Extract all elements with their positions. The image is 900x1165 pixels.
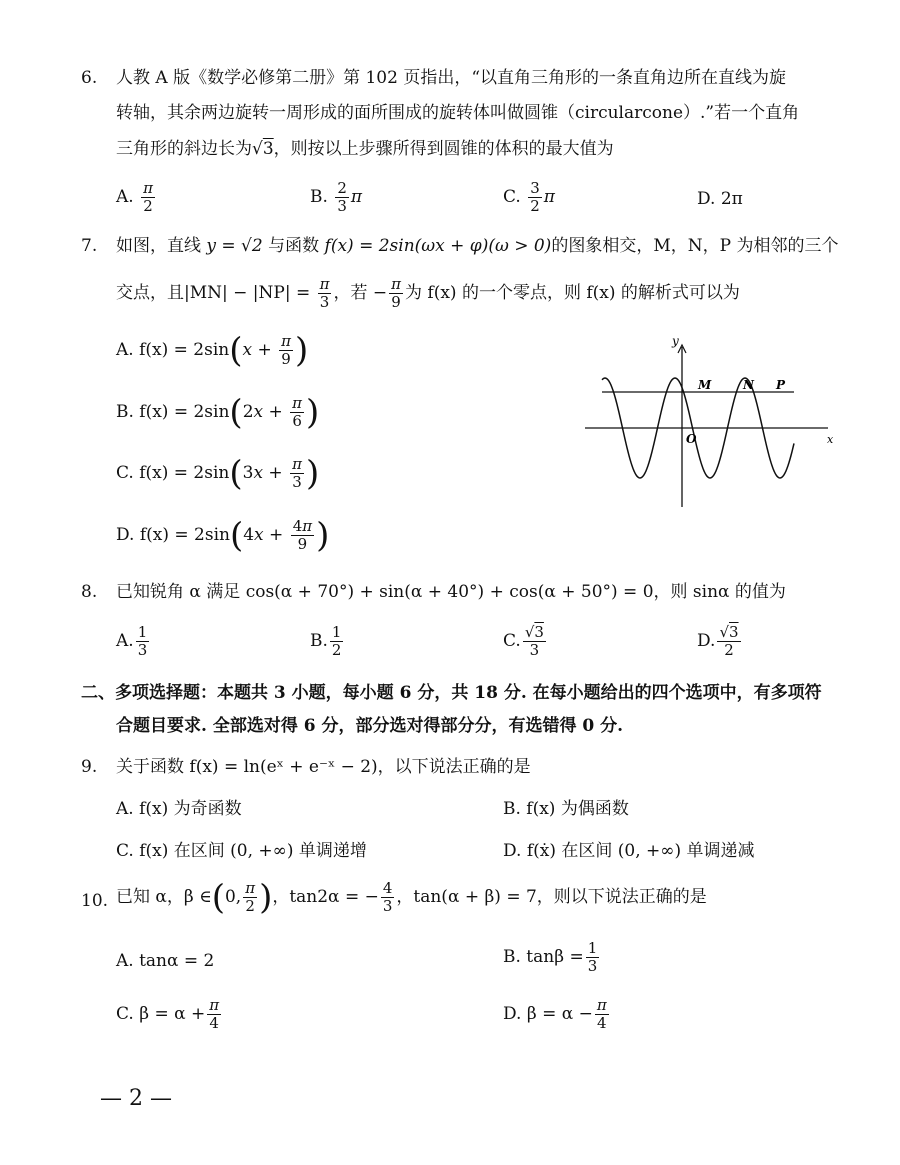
q10-line1: 已知 α，β ∈(0, $\frac{\pi}{2}$ )，tan2α = − $\frac{4}{3}$ ，tan(α + β) = 7，则以下说法正确的是 xyxy=(116,877,707,918)
page-number: — 2 — xyxy=(100,1086,172,1111)
y-axis-label: y xyxy=(672,335,679,348)
section2-heading-line2: 合题目要求. 全部选对得 6 分，部分选对得部分分，有选错得 0 分. xyxy=(116,716,624,736)
q10-number: 10. xyxy=(81,891,109,911)
q6-line3: 三角形的斜边长为√3，则按以上步骤所得到圆锥的体积的最大值为 xyxy=(116,139,614,159)
q6-option-b[interactable]: B. $\frac{2}{3}$ π xyxy=(310,179,363,215)
q7-option-a[interactable]: A. f(x) = 2sin(x + $\frac{\pi}{9}$ ) xyxy=(116,330,309,371)
q10-option-a[interactable]: A. tanα = 2 xyxy=(116,951,215,971)
q8-option-c[interactable]: C. $\frac{√3}{3}$ xyxy=(503,623,544,659)
q7-option-c[interactable]: C. f(x) = 2sin(3x + $\frac{\pi}{3}$ ) xyxy=(116,453,320,494)
q6-number: 6. xyxy=(81,68,98,88)
x-axis-label: x xyxy=(827,433,834,446)
q9-line1: 关于函数 f(x) = ln(eˣ + e⁻ˣ − 2)，以下说法正确的是 xyxy=(116,757,531,777)
q6-option-c[interactable]: C. $\frac{3}{2}$ π xyxy=(503,179,555,215)
q6-option-d[interactable]: D. 2π xyxy=(697,189,743,209)
q9-option-c[interactable]: C. f(x) 在区间 (0, +∞) 单调递增 xyxy=(116,841,367,861)
q7-number: 7. xyxy=(81,236,98,256)
point-p-label: P xyxy=(776,378,786,392)
q9-option-b[interactable]: B. f(x) 为偶函数 xyxy=(503,799,629,819)
origin-label: O xyxy=(686,432,697,446)
q7-option-d[interactable]: D. f(x) = 2sin(4x + $\frac{4\pi}{9}$ ) xyxy=(116,515,330,556)
q7-option-b[interactable]: B. f(x) = 2sin(2x + $\frac{\pi}{6}$ ) xyxy=(116,392,320,433)
q9-number: 9. xyxy=(81,757,98,777)
q7-line1: 如图，直线 y = √2 与函数 f(x) = 2sin(ωx + φ)(ω > 0)的图象相交，M，N，P 为相邻的三个 xyxy=(116,236,839,256)
q10-option-d[interactable]: D. β = α − $\frac{\pi}{4}$ xyxy=(503,996,607,1032)
q10-option-b[interactable]: B. tanβ = $\frac{1}{3}$ xyxy=(503,939,598,975)
point-m-label: M xyxy=(698,378,712,392)
q6-option-a[interactable]: A. $\frac{\pi}{2}$ xyxy=(116,179,153,215)
q8-number: 8. xyxy=(81,582,98,602)
q6-line2: 转轴，其余两边旋转一周形成的面所围成的旋转体叫做圆锥（circularcone）.”若一个直角 xyxy=(116,103,800,123)
q8-option-b[interactable]: B. $\frac{1}{2}$ xyxy=(310,623,342,659)
q9-option-a[interactable]: A. f(x) 为奇函数 xyxy=(116,799,242,819)
q8-option-d[interactable]: D. $\frac{√3}{2}$ xyxy=(697,623,739,659)
point-n-label: N xyxy=(743,378,754,392)
section2-heading-line1: 二、多项选择题：本题共 3 小题，每小题 6 分，共 18 分. 在每小题给出的四个选项中，有多项符 xyxy=(81,683,822,703)
q8-line1: 已知锐角 α 满足 cos(α + 70°) + sin(α + 40°) + cos(α + 50°) = 0，则 sinα 的值为 xyxy=(116,582,786,602)
q8-option-a[interactable]: A. $\frac{1}{3}$ xyxy=(116,623,148,659)
q7-sine-graph xyxy=(580,335,840,510)
q9-option-d[interactable]: D. f(ẋ) 在区间 (0, +∞) 单调递减 xyxy=(503,841,755,861)
q6-line1: 人教 A 版《数学必修第二册》第 102 页指出，“以直角三角形的一条直角边所在直线为旋 xyxy=(116,68,787,88)
q7-line2: 交点，且|MN| − |NP| = $\frac{\pi}{3}$ ，若 − $\frac{\pi}{9}$ 为 f(x) 的一个零点，则 f(x) 的解析式可以为 xyxy=(116,275,740,311)
q10-option-c[interactable]: C. β = α + $\frac{\pi}{4}$ xyxy=(116,996,220,1032)
